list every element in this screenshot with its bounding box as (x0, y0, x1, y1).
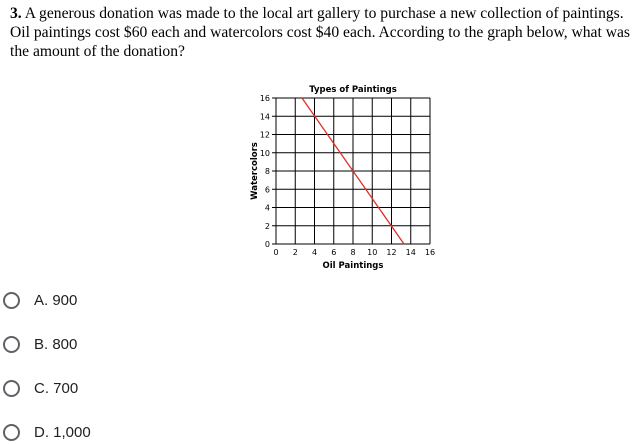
x-tick-label: 4 (311, 248, 318, 257)
option-label: D. 1,000 (34, 423, 91, 441)
question-body: A generous donation was made to the local art gallery to purchase a new collection of paintings. Oil paintings cost $60 each and watercolors cost $40 each. According to the graph below, what was the amount of the donation? (10, 5, 630, 60)
y-tick-label: 6 (264, 185, 270, 195)
option-a[interactable] (3, 288, 203, 312)
option-label: C. 700 (34, 379, 79, 397)
option-label: B. 800 (34, 335, 78, 353)
y-tick-label: 16 (259, 94, 270, 103)
question-number: 3. (10, 5, 22, 22)
x-tick-label: 8 (350, 248, 356, 257)
chart-title: Types of Paintings (309, 85, 397, 95)
y-tick-label: 10 (259, 148, 270, 158)
option-c[interactable] (3, 376, 203, 400)
x-tick-label: 2 (292, 248, 298, 257)
x-tick-label: 10 (367, 248, 378, 257)
y-tick-label: 0 (264, 240, 270, 249)
radio-circle-icon[interactable] (3, 424, 20, 441)
y-axis-label: Watercolors (250, 142, 260, 200)
y-tick-label: 4 (264, 203, 270, 213)
x-tick-label: 16 (424, 248, 436, 257)
y-tick-label: 2 (264, 221, 270, 231)
option-label: A. 900 (34, 291, 78, 309)
x-tick-label: 0 (273, 248, 279, 257)
radio-circle-icon[interactable] (3, 336, 20, 353)
x-tick-label: 12 (386, 248, 397, 257)
y-tick-label: 12 (259, 130, 270, 140)
radio-circle-icon[interactable] (3, 292, 20, 309)
x-tick-label: 6 (331, 248, 337, 257)
y-tick-label: 8 (264, 167, 270, 176)
x-axis-label: Oil Paintings (322, 261, 384, 271)
option-d[interactable] (3, 420, 203, 444)
x-tick-label: 14 (405, 248, 416, 257)
y-tick-label: 14 (259, 112, 270, 122)
radio-circle-icon[interactable] (3, 380, 20, 397)
option-b[interactable] (3, 332, 203, 356)
